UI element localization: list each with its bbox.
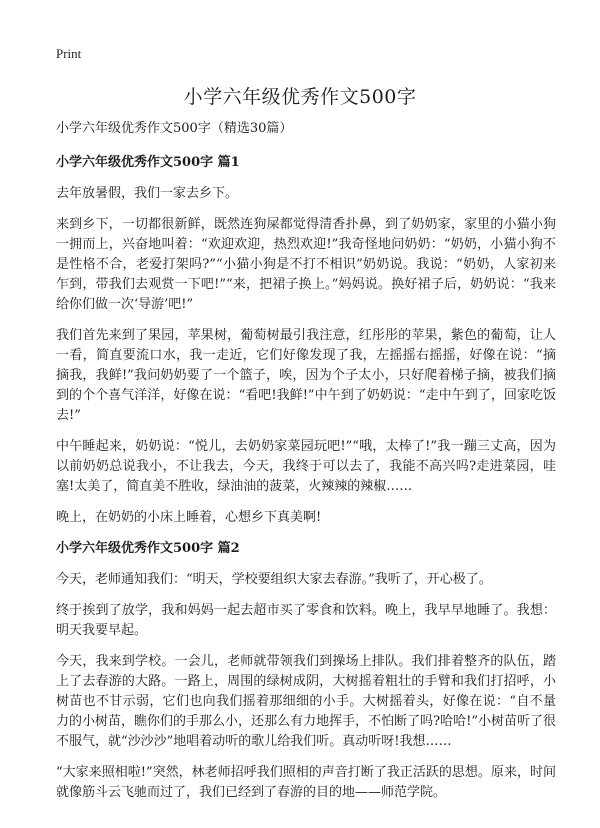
print-link[interactable]: Print	[56, 46, 82, 61]
paragraph: 今天，老师通知我们：“明天，学校要组织大家去春游。”我听了，开心极了。	[56, 572, 492, 587]
section-heading: 小学六年级优秀作文500字 篇2	[56, 541, 240, 556]
paragraph: 来到乡下，一切都很新鲜，既然连狗屎都觉得清香扑鼻，到了奶奶家，家里的小猫小狗一拥而上，兴奋地叫着：“欢迎欢迎，热烈欢迎!”我奇怪地问奶奶：“奶奶，小猫小狗不是性格不合，老爱打架吗?”“小猫小狗是不打不相识”奶奶说。我说：“奶奶，人家初来乍到，带我们去观赏一下吧!”“来，把裙子换上。”妈妈说。换好裙子后，奶奶说：“我来给你们做一次‘导游’吧!”	[56, 217, 556, 312]
paragraph: 今天，我来到学校。一会儿，老师就带领我们到操场上排队。我们排着整齐的队伍，踏上了去春游的大路。一路上，周围的绿树成阴，大树摇着粗壮的手臂和我们打招呼，小树苗也不甘示弱，它们也向我们摇着那细细的小手。大树摇着头，好像在说：“自不量力的小树苗，瞧你们的手那么小，还那么有力地挥手，不怕断了吗?哈哈!”小树苗听了很不服气，就“沙沙沙”地唱着动听的歌儿给我们听。真动听呀!我想……	[56, 654, 556, 749]
paragraph: 去年放暑假，我们一家去乡下。	[56, 186, 239, 201]
page-title: 小学六年级优秀作文500字	[183, 86, 417, 108]
paragraph: “大家来照相啦!”突然，林老师招呼我们照相的声音打断了我正活跃的思想。原来，时间就像筋斗云飞驰而过了，我们已经到了春游的目的地——师范学院。	[56, 765, 556, 800]
paragraph: 中午睡起来，奶奶说：“悦儿，去奶奶家菜园玩吧!”“哦，太棒了!”我一蹦三丈高，因为以前奶奶总说我小，不让我去，今天，我终于可以去了，我能不高兴吗?走进菜园，哇塞!太美了，简直美不胜收，绿油油的菠菜，火辣辣的辣椒……	[56, 439, 556, 494]
paragraph: 晚上，在奶奶的小床上睡着，心想乡下真美啊!	[56, 510, 322, 525]
paragraph: 终于挨到了放学，我和妈妈一起去超市买了零食和饮料。晚上，我早早地睡了。我想：明天我要早起。	[56, 603, 556, 638]
essay-section-1	[56, 153, 556, 528]
paragraph: 我们首先来到了果园，苹果树，葡萄树最引我注意，红彤彤的苹果，紫色的葡萄，让人一看，简直要流口水，我一走近，它们好像发现了我，左摇摇右摇摇，好像在说：“摘摘我，我鲜!”我问奶奶要了一个篮子，唉，因为个子太小，只好爬着梯子摘，被我们摘到的个个喜气洋洋，好像在说：“看吧!我鲜!”中午到了奶奶说：“走中午到了，回家吃饭去!”	[56, 328, 556, 423]
article-body	[56, 119, 556, 814]
article-subtitle: 小学六年级优秀作文500字（精选30篇）	[56, 121, 293, 136]
essay-section-2	[56, 539, 556, 803]
section-heading: 小学六年级优秀作文500字 篇1	[56, 155, 240, 170]
